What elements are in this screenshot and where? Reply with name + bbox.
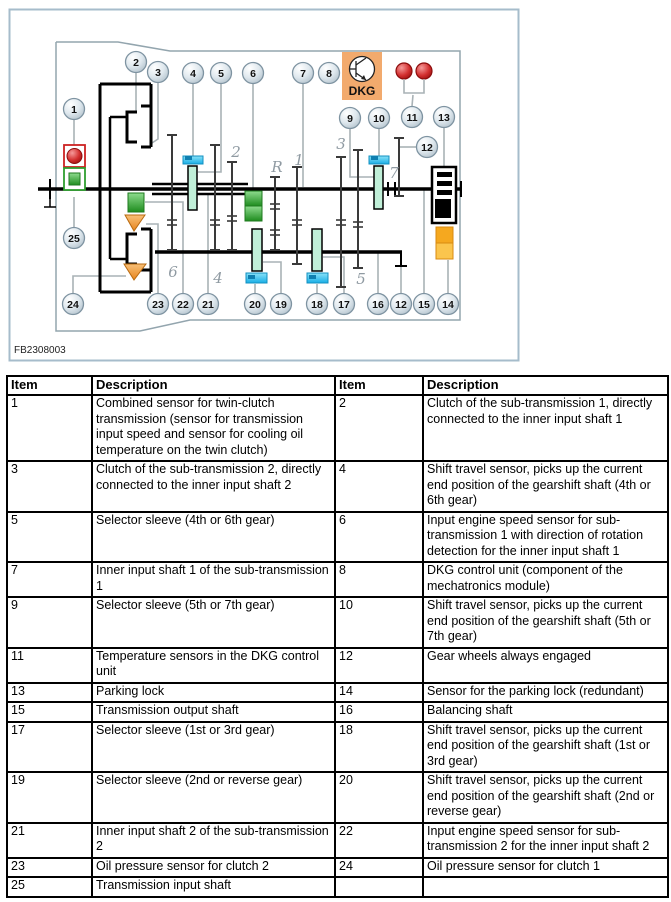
legend-row (7, 395, 668, 461)
svg-text:15: 15 (418, 298, 430, 311)
description-cell: Transmission input shaft (92, 877, 335, 897)
gear-label-4: 4 (213, 269, 223, 287)
callout-18 (307, 294, 328, 315)
gear-label-7: 7 (389, 164, 399, 182)
item-cell: 25 (7, 877, 92, 897)
svg-text:4: 4 (190, 67, 196, 80)
callout-19 (271, 294, 292, 315)
gear-label-2: 2 (231, 143, 241, 161)
svg-text:23: 23 (152, 298, 164, 311)
gear-label-6: 6 (168, 263, 178, 281)
legend-row (7, 562, 668, 597)
parking-lock-stripe-2 (437, 181, 452, 186)
item-cell: 6 (335, 512, 423, 563)
svg-text:20: 20 (249, 298, 261, 311)
legend-row (7, 512, 668, 563)
dkg-label: DKG (348, 84, 376, 98)
description-cell: DKG control unit (component of the mechatronics module) (423, 562, 668, 597)
legend-row (7, 722, 668, 773)
callout-12 (417, 137, 438, 158)
svg-text:22: 22 (177, 298, 189, 311)
header-description-left: Description (92, 376, 335, 395)
item-cell: 12 (335, 648, 423, 683)
legend-table (6, 375, 669, 898)
legend-header-row (7, 376, 668, 395)
svg-text:10: 10 (373, 112, 385, 125)
shift-travel-sensor-4-notch (185, 156, 192, 160)
description-cell: Selector sleeve (4th or 6th gear) (92, 512, 335, 563)
gear-label-1: 1 (294, 151, 304, 169)
callout-10 (369, 108, 390, 129)
callout-14 (438, 294, 459, 315)
item-cell: 14 (335, 683, 423, 703)
callout-12 (391, 294, 412, 315)
description-cell: Selector sleeve (5th or 7th gear) (92, 597, 335, 648)
svg-text:19: 19 (275, 298, 287, 311)
legend-row (7, 823, 668, 858)
temp-sensor-ball-2 (416, 63, 432, 79)
svg-text:17: 17 (338, 298, 350, 311)
svg-text:2: 2 (133, 56, 139, 69)
callout-7 (293, 63, 314, 84)
description-cell: Clutch of the sub-transmission 2, directly connected to the inner input shaft 2 (92, 461, 335, 512)
svg-text:12: 12 (421, 141, 433, 154)
callout-9 (340, 108, 361, 129)
item-cell: 3 (7, 461, 92, 512)
legend-row (7, 858, 668, 878)
parking-lock-13 (432, 167, 456, 223)
shift-travel-sensor-18-notch (309, 275, 316, 279)
header-item-right: Item (335, 376, 423, 395)
svg-text:11: 11 (406, 111, 418, 124)
item-cell: 13 (7, 683, 92, 703)
callout-3 (148, 62, 169, 83)
description-cell: Shift travel sensor, picks up the current end position of the gearshift shaft (1st or 3rd gear) (423, 722, 668, 773)
item-cell: 19 (7, 772, 92, 823)
description-cell: Combined sensor for twin-clutch transmission (sensor for transmission input speed and sensor for cooling oil temperature on the twin clutch) (92, 395, 335, 461)
description-cell: Shift travel sensor, picks up the current end position of the gearshift shaft (2nd or reverse gear) (423, 772, 668, 823)
item-cell: 20 (335, 772, 423, 823)
description-cell: Shift travel sensor, picks up the current end position of the gearshift shaft (4th or 6th gear) (423, 461, 668, 512)
gear-label-3: 3 (336, 135, 346, 153)
item-cell: 8 (335, 562, 423, 597)
parking-lock-sensor-top (436, 227, 453, 243)
callout-25 (64, 228, 85, 249)
callout-4 (183, 63, 204, 84)
legend-row (7, 648, 668, 683)
figure-code: FB2308003 (14, 345, 66, 356)
speed-sensor-22 (128, 193, 144, 212)
shift-travel-sensor-10-notch (371, 156, 378, 160)
description-cell: Sensor for the parking lock (redundant) (423, 683, 668, 703)
callout-24 (63, 294, 84, 315)
callout-20 (245, 294, 266, 315)
description-cell: Input engine speed sensor for sub-transmission 1 with direction of rotation detection for the inner input shaft 1 (423, 512, 668, 563)
item-cell: 21 (7, 823, 92, 858)
description-cell: Oil pressure sensor for clutch 2 (92, 858, 335, 878)
shift-travel-sensor-20-notch (248, 275, 255, 279)
svg-text:21: 21 (202, 298, 214, 311)
svg-text:8: 8 (326, 67, 332, 80)
description-cell: Temperature sensors in the DKG control unit (92, 648, 335, 683)
description-cell: Input engine speed sensor for sub-transmission 2 for the inner input shaft 2 (423, 823, 668, 858)
gear-label-5: 5 (356, 270, 366, 288)
selector-sleeve-19 (252, 229, 262, 271)
svg-text:5: 5 (218, 67, 224, 80)
callout-13 (434, 107, 455, 128)
item-cell: 10 (335, 597, 423, 648)
item-cell: 23 (7, 858, 92, 878)
parking-lock-stripe-1 (437, 172, 452, 177)
selector-sleeve-9 (374, 166, 383, 209)
item-cell: 7 (7, 562, 92, 597)
item-cell: 15 (7, 702, 92, 722)
svg-text:1: 1 (71, 103, 77, 116)
callout-22 (173, 294, 194, 315)
svg-text:9: 9 (347, 112, 353, 125)
item-cell: 22 (335, 823, 423, 858)
temp-sensor-ball-1 (396, 63, 412, 79)
item-cell: 2 (335, 395, 423, 461)
input-speed-sensor-ball-icon (67, 149, 82, 164)
callout-8 (319, 63, 340, 84)
callout-5 (211, 63, 232, 84)
callout-17 (334, 294, 355, 315)
item-cell: 24 (335, 858, 423, 878)
description-cell (423, 877, 668, 897)
selector-sleeve-5 (188, 166, 197, 210)
legend-row (7, 683, 668, 703)
description-cell: Selector sleeve (1st or 3rd gear) (92, 722, 335, 773)
description-cell: Transmission output shaft (92, 702, 335, 722)
svg-text:25: 25 (68, 232, 80, 245)
item-cell: 16 (335, 702, 423, 722)
callout-21 (198, 294, 219, 315)
svg-text:18: 18 (311, 298, 323, 311)
selector-sleeve-17 (312, 229, 322, 271)
callout-15 (414, 294, 435, 315)
description-cell: Parking lock (92, 683, 335, 703)
svg-text:13: 13 (438, 111, 450, 124)
item-cell: 4 (335, 461, 423, 512)
header-description-right: Description (423, 376, 668, 395)
legend-row (7, 461, 668, 512)
svg-text:6: 6 (250, 67, 256, 80)
legend-row (7, 877, 668, 897)
description-cell: Clutch of the sub-transmission 1, directly connected to the inner input shaft 1 (423, 395, 668, 461)
svg-text:14: 14 (442, 298, 454, 311)
item-cell: 17 (7, 722, 92, 773)
callout-23 (148, 294, 169, 315)
parking-lock-sensor-bottom (436, 243, 453, 259)
item-cell: 5 (7, 512, 92, 563)
description-cell: Gear wheels always engaged (423, 648, 668, 683)
callout-1 (64, 99, 85, 120)
description-cell: Oil pressure sensor for clutch 1 (423, 858, 668, 878)
svg-text:12: 12 (395, 298, 407, 311)
transmission-schematic (0, 0, 671, 368)
speed-sensor-6-top (245, 191, 262, 206)
speed-sensor-6-bottom (245, 206, 262, 221)
callout-16 (368, 294, 389, 315)
callout-2 (126, 52, 147, 73)
legend-row (7, 597, 668, 648)
item-cell: 18 (335, 722, 423, 773)
svg-text:16: 16 (372, 298, 384, 311)
callout-6 (243, 63, 264, 84)
item-cell: 11 (7, 648, 92, 683)
parking-lock-stripe-3 (437, 190, 452, 195)
gear-label-R: R (271, 158, 283, 176)
leader-line-11 (412, 95, 413, 106)
parking-lock-sensor-14 (436, 227, 453, 259)
svg-text:3: 3 (155, 66, 161, 79)
description-cell: Selector sleeve (2nd or reverse gear) (92, 772, 335, 823)
svg-text:24: 24 (67, 298, 79, 311)
item-cell (335, 877, 423, 897)
callout-11 (402, 107, 423, 128)
legend-row (7, 702, 668, 722)
description-cell: Inner input shaft 1 of the sub-transmission 1 (92, 562, 335, 597)
parking-lock-pawl (435, 199, 451, 218)
legend-row (7, 772, 668, 823)
header-item-left: Item (7, 376, 92, 395)
oil-temp-sensor-square-icon (69, 173, 80, 185)
description-cell: Inner input shaft 2 of the sub-transmission 2 (92, 823, 335, 858)
item-cell: 1 (7, 395, 92, 461)
dkg-control-unit (342, 52, 382, 100)
description-cell: Balancing shaft (423, 702, 668, 722)
item-cell: 9 (7, 597, 92, 648)
combined-sensor-1 (64, 145, 85, 190)
description-cell: Shift travel sensor, picks up the current end position of the gearshift shaft (5th or 7th gear) (423, 597, 668, 648)
svg-text:7: 7 (300, 67, 306, 80)
